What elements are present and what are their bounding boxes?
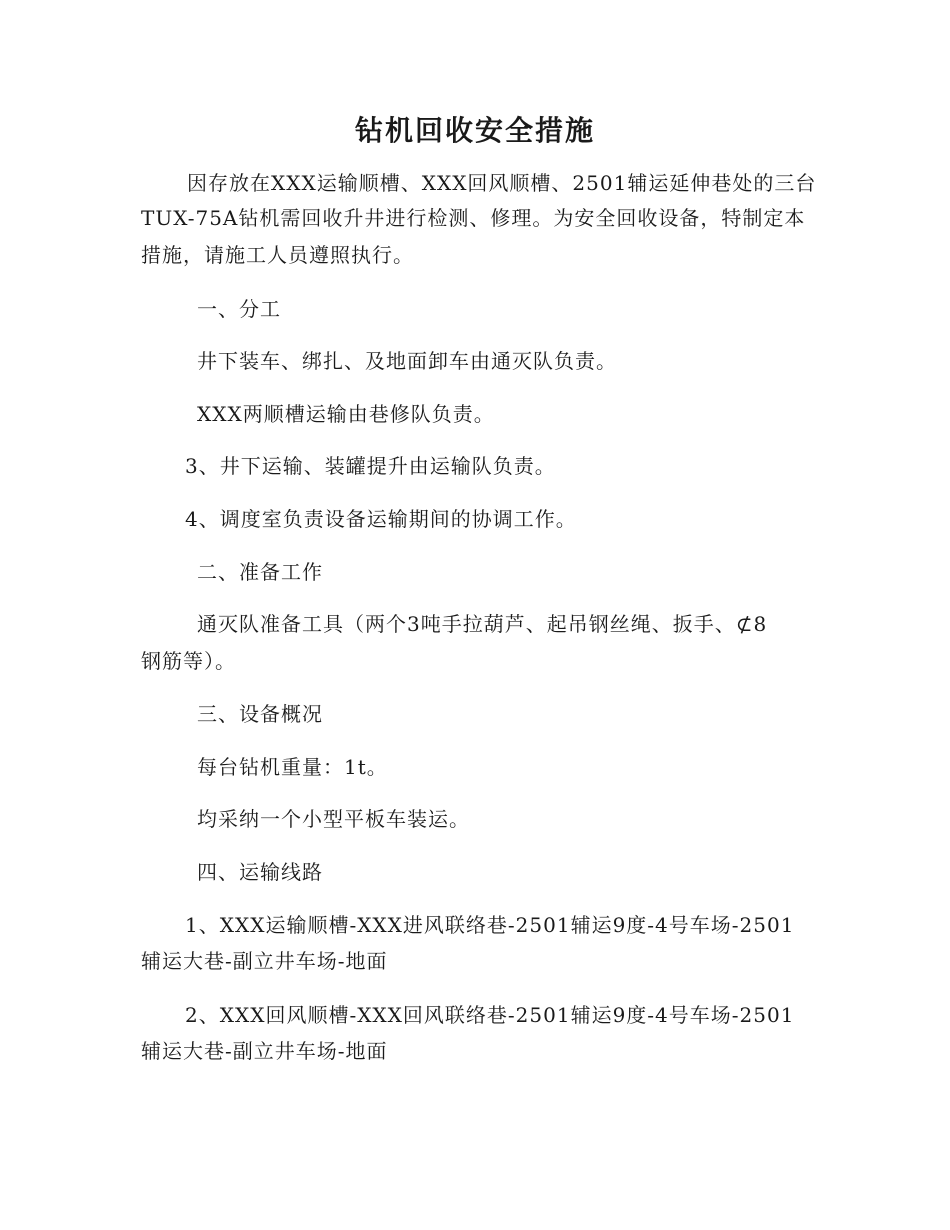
preparation-line-2: 钢筋等）。 [141,649,236,673]
equipment-item-1: 每台钻机重量：1t。 [197,755,388,779]
intro-line-3: 措施，请施工人员遵照执行。 [141,243,414,267]
route-1-line-1: 1、XXX运输顺槽-XXX进风联络巷-2501辅运9度-4号车场-2501 [185,913,795,937]
section-heading-route: 四、运输线路 [197,860,323,884]
division-item-2: XXX两顺槽运输由巷修队负责。 [197,402,495,426]
division-item-1: 井下装车、绑扎、及地面卸车由通灭队负责。 [197,349,617,373]
section-heading-division: 一、分工 [197,297,281,321]
route-1-line-2: 辅运大巷-副立井车场-地面 [141,949,388,973]
section-heading-preparation: 二、准备工作 [197,560,323,584]
division-item-4: 4、调度室负责设备运输期间的协调工作。 [185,507,577,531]
intro-line-2: TUX-75A钻机需回收升井进行检测、修理。为安全回收设备，特制定本 [141,206,806,230]
equipment-item-2: 均采纳一个小型平板车装运。 [197,807,470,831]
division-item-3: 3、井下运输、装罐提升由运输队负责。 [185,454,556,478]
route-2-line-1: 2、XXX回风顺槽-XXX回风联络巷-2501辅运9度-4号车场-2501 [185,1003,795,1027]
route-2-line-2: 辅运大巷-副立井车场-地面 [141,1039,388,1063]
preparation-line-1: 通灭队准备工具（两个3吨手拉葫芦、起吊钢丝绳、扳手、⊄8 [197,612,768,636]
document-title: 钻机回收安全措施 [354,114,595,147]
intro-line-1: 因存放在XXX运输顺槽、XXX回风顺槽、2501辅运延伸巷处的三台 [187,171,817,195]
section-heading-equipment: 三、设备概况 [197,702,323,726]
